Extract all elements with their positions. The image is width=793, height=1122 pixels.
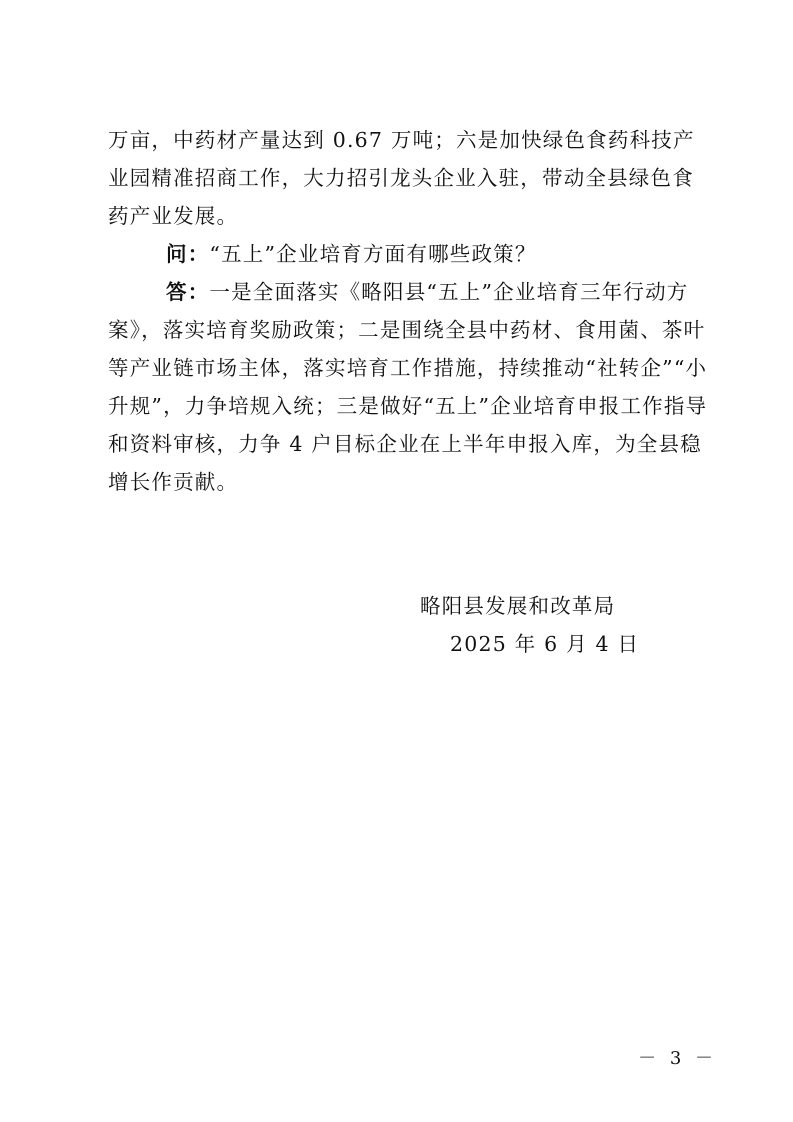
question-paragraph xyxy=(108,235,708,273)
answer-label: 答： xyxy=(166,280,210,304)
answer-paragraph xyxy=(108,273,708,501)
issue-date: 2025 年 6 月 4 日 xyxy=(450,632,640,656)
answer-text: 一是全面落实《略阳县“五上”企业培育三年行动方案》，落实培育奖励政策；二是围绕全县中药材、食用菌、茶叶等产业链市场主体，落实培育工作措施，持续推动“社转企”“小升规”，力争培规入统；三是做好“五上”企业培育申报工作指导和资料审核，力争 4 户目标企业在上半年申报入库，为全县稳增长作贡献。 xyxy=(108,280,708,494)
document-body xyxy=(108,121,708,501)
question-label: 问： xyxy=(166,242,210,266)
question-text: “五上”企业培育方面有哪些政策？ xyxy=(209,242,537,266)
issuer-name: 略阳县发展和改革局 xyxy=(420,594,616,618)
signature-block xyxy=(420,587,680,663)
continuation-paragraph: 万亩，中药材产量达到 0.67 万吨；六是加快绿色食药科技产业园精准招商工作，大力招引龙头企业入驻，带动全县绿色食药产业发展。 xyxy=(108,128,695,228)
page-number: － 3 － xyxy=(638,1048,717,1069)
